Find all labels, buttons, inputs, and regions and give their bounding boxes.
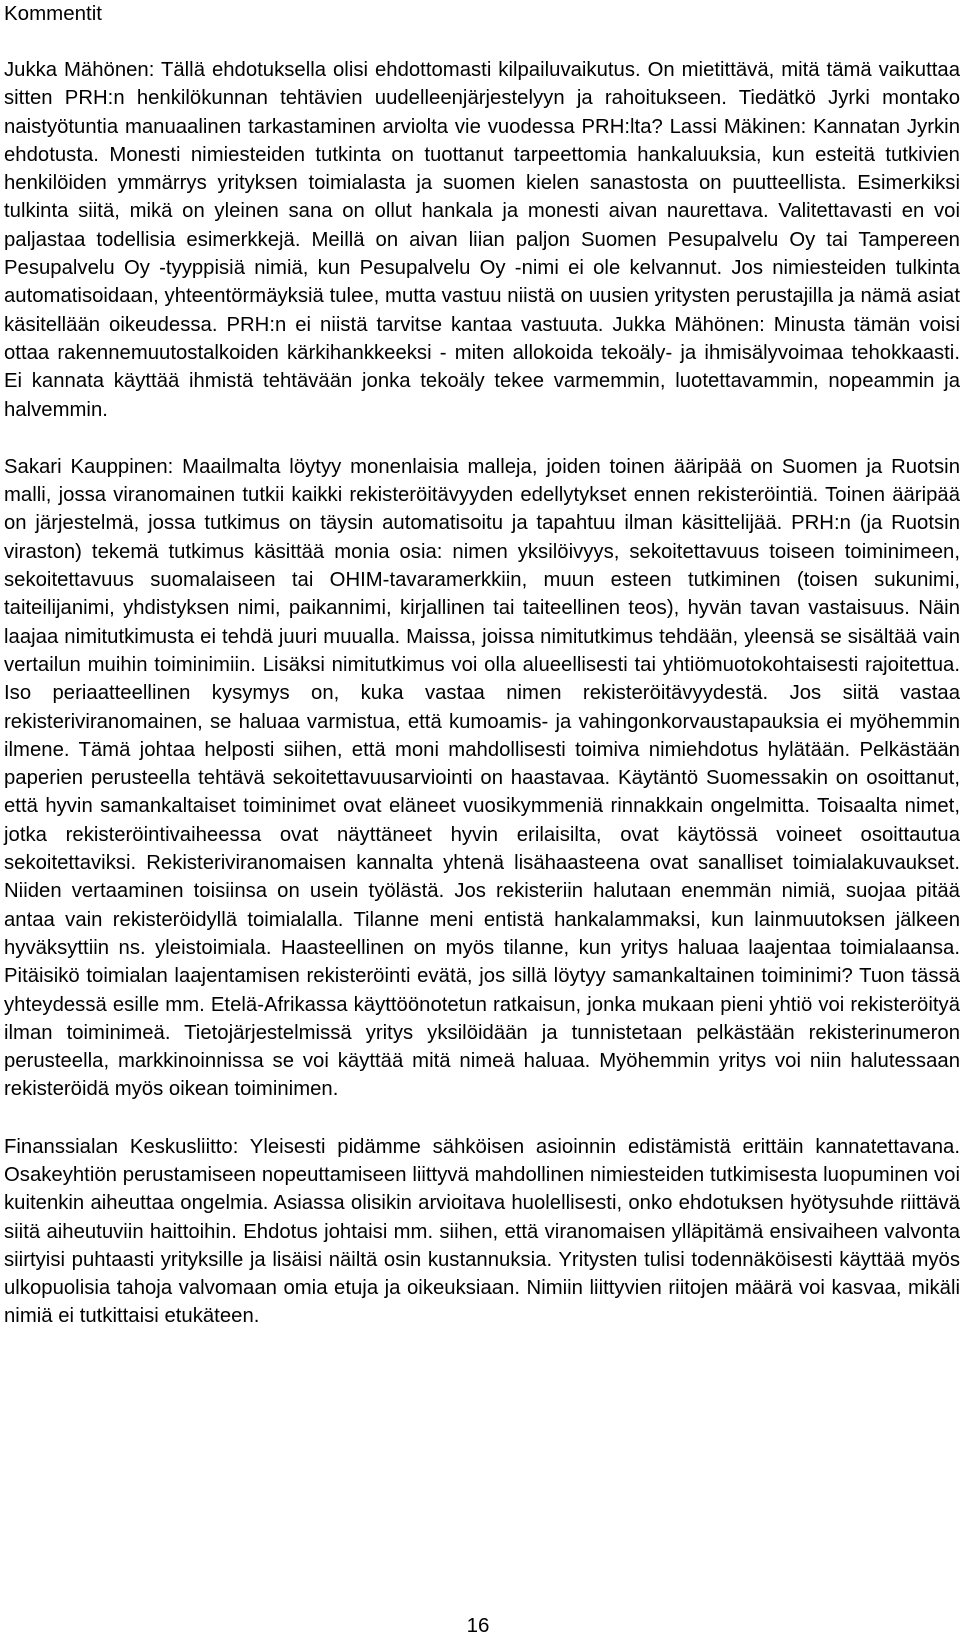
section-heading: Kommentit xyxy=(4,2,102,25)
spacer xyxy=(4,1104,960,1133)
spacer xyxy=(4,424,960,453)
paragraph-kauppinen: Sakari Kauppinen: Maailmalta löytyy monenlaisia malleja, joiden toinen ääripää on Suomen ja Ruotsin malli, jossa viranomainen tutkii kaikki rekisteröitävyyden edellytykset ennen rekisteröintiä. Toinen ääripää on järjestelmä, jossa tutkimus on täysin automatisoitu ja tapahtuu ilman käsittelijää. PRH:n (ja Ruotsin viraston) tekemä tutkimus käsittää monia osia: nimen yksilöivyys, sekoitettavuus toiseen toiminimeen, sekoitettavuus suomalaiseen tai OHIM-tavaramerkkiin, muun esteen tutkiminen (toisen sukunimi, taiteilijanimi, yhdistyksen nimi, paikannimi, kirjallinen tai taiteellinen teos), hyvän tavan vastaisuus. Näin laajaa nimitutkimusta ei tehdä juuri muualla. Maissa, joissa nimitutkimus tehdään, yleensä se sisältää vain vertailun muihin toiminimiin. Lisäksi nimitutkimus voi olla alueellisesti tai yhtiömuotokohtaisesti rajoitettua. Iso periaatteellinen kysymys on, kuka vastaa nimen rekisteröitävyydestä. Jos siitä vastaa rekisteriviranomainen, se haluaa varmistua, että kumoamis- ja vahingonkorvaustapauksia ei myöhemmin ilmene. Tämä johtaa helposti siihen, että moni mahdollisesti toimiva nimiehdotus hylätään. Pelkästään paperien perusteella tehtävä sekoitettavuusarviointi on haastavaa. Käytäntö Suomessakin on osoittanut, että hyvin samankaltaiset toiminimet ovat eläneet vuosikymmeniä rinnakkain ongelmitta. Toisaalta nimet, jotka rekisteröintivaiheessa ovat näyttäneet hyvin erilaisilta, ovat käytössä voineet osoittautua sekoitettaviksi. Rekisteriviranomaisen kannalta yhtenä lisähaasteena ovat sanalliset toimialakuvaukset. Niiden vertaaminen toisiinsa on usein työlästä. Jos rekisteriin halutaan enemmän nimiä, suojaa pitää antaa vain rekisteröidyllä toimialalla. Tilanne meni entistä hankalammaksi, kun lainmuutoksen jälkeen hyväksyttiin ns. yleistoimiala. Haasteellinen on myös tilanne, kun yritys haluaa laajentaa toimialaansa. Pitäisikö toimialan laajentamisen rekisteröinti evätä, jos sillä löytyy samankaltainen toiminimi? Tuon tässä yhteydessä esille mm. Etelä-Afrikassa käyttöönotetun ratkaisun, jonka mukaan pieni yhtiö voi rekisteröityä ilman toiminimeä. Tietojärjestelmissä yritys yksilöidään ja tunnistetaan pelkästään rekisterinumeron perusteella, markkinoinnissa se voi käyttää mitä nimeä haluaa. Myöhemmin yritys voi niin halutessaan rekisteröidä myös oikean toiminimen. xyxy=(4,455,960,1101)
spacer xyxy=(4,28,960,56)
page-number: 16 xyxy=(466,1614,490,1637)
paragraph-finanssiala: Finanssialan Keskusliitto: Yleisesti pidämme sähköisen asioinnin edistämistä erittäin kannatettavana. Osakeyhtiön perustamiseen nopeuttamiseen liittyvä mahdollinen nimiesteiden tutkimisesta luopuminen voi kuitenkin aiheuttaa ongelmia. Asiassa olisikin arvioitava huolellisesti, onko ehdotuksen hyötysuhde riittävä siitä aiheutuviin haittoihin. Ehdotus johtaisi mm. siihen, että viranomaisen ylläpitämä ensivaiheen valvonta siirtyisi puhtaasti yrityksille ja lisäisi näiltä osin kustannuksia. Yritysten tulisi todennäköisesti käyttää myös ulkopuolisia tahoja valvomaan omia etuja ja oikeuksiaan. Nimiin liittyvien riitojen määrä voi kasvaa, mikäli nimiä ei tutkittaisi etukäteen. xyxy=(4,1135,960,1328)
paragraph-mahonen-makinen: Jukka Mähönen: Tällä ehdotuksella olisi ehdottomasti kilpailuvaikutus. On mietittävä, mitä tämä vaikuttaa sitten PRH:n henkilökunnan tehtävien uudelleenjärjestelyyn ja rahoitukseen. Tiedätkö Jyrki montako naistyötuntia manuaalinen tarkastaminen arviolta vie vuodessa PRH:lta? Lassi Mäkinen: Kannatan Jyrkin ehdotusta. Monesti nimiesteiden tutkinta on tuottanut tarpeettomia hankaluuksia, kun esteitä tutkivien henkilöiden ymmärrys yrityksen toimialasta ja suomen kielen sanastosta on puutteellista. Esimerkiksi tulkinta siitä, mikä on yleinen sana on ollut hankala ja monesti aivan naurettava. Valitettavasti en voi paljastaa todellisia esimerkkejä. Meillä on aivan liian paljon Suomen Pesupalvelu Oy tai Tampereen Pesupalvelu Oy -tyyppisiä nimiä, kun Pesupalvelu Oy -nimi ei ole kelvannut. Jos nimiesteiden tulkinta automatisoidaan, yhteentörmäyksiä tulee, mutta vastuu niistä on uusien yritysten perustajilla ja nämä asiat käsitellään oikeudessa. PRH:n ei niistä tarvitse kantaa vastuuta. Jukka Mähönen: Minusta tämän voisi ottaa rakennemuutostalkoiden kärkihankkeeksi - miten allokoida tekoäly- ja ihmisälyvoimaa tehokkaasti. Ei kannata käyttää ihmistä tehtävään jonka tekoäly tekee varmemmin, luotettavammin, nopeammin ja halvemmin. xyxy=(4,59,960,421)
document-page xyxy=(4,0,960,1331)
